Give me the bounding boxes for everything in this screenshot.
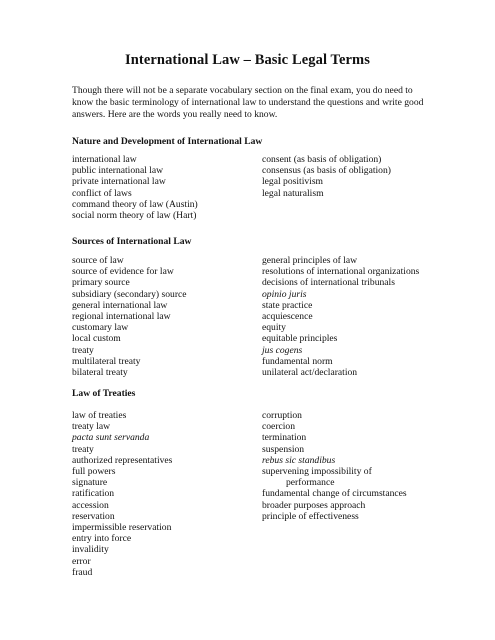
term-item: primary source: [72, 277, 130, 289]
term-item: impermissible reservation: [72, 522, 172, 534]
term-item: error: [72, 555, 91, 567]
term-item: general international law: [72, 299, 168, 311]
term-item: legal positivism: [262, 176, 324, 188]
term-item: invalidity: [72, 544, 109, 556]
section-nature-right-terms: [262, 154, 442, 199]
term-item: ratification: [72, 488, 115, 500]
term-item: entry into force: [72, 533, 132, 545]
term-item: resolutions of international organizations: [262, 266, 420, 278]
term-item: treaty law: [72, 421, 111, 433]
section-nature-left-terms: [72, 154, 252, 221]
term-item: legal naturalism: [262, 187, 324, 199]
term-item: regional international law: [72, 311, 171, 323]
section-heading-sources: Sources of International Law: [72, 236, 192, 247]
term-item: termination: [262, 432, 307, 444]
section-sources-right-terms: [262, 255, 442, 378]
term-item: broader purposes approach: [262, 499, 366, 511]
term-item: decisions of international tribunals: [262, 277, 395, 289]
term-item: consent (as basis of obligation): [262, 154, 382, 165]
term-item: rebus sic standibus: [262, 454, 336, 466]
term-item: general principles of law: [262, 255, 358, 266]
term-item: authorized representatives: [72, 454, 173, 466]
term-item: source of law: [72, 255, 124, 266]
term-item: local custom: [72, 333, 121, 345]
term-item: coercion: [262, 421, 296, 433]
term-item: bilateral treaty: [72, 367, 128, 379]
term-item: social norm theory of law (Hart): [72, 210, 197, 222]
term-item: private international law: [72, 176, 166, 188]
section-treaties-left-terms: [72, 410, 252, 578]
term-item: acquiescence: [262, 311, 313, 323]
term-item: subsidiary (secondary) source: [72, 288, 187, 300]
term-item: opinio juris: [262, 288, 307, 300]
term-item: accession: [72, 499, 109, 511]
term-item: command theory of law (Austin): [72, 198, 198, 210]
term-item: signature: [72, 477, 108, 489]
term-item: principle of effectiveness: [262, 510, 359, 522]
section-sources-left-terms: [72, 255, 252, 378]
page-title: International Law – Basic Legal Terms: [125, 52, 370, 68]
term-item: reservation: [72, 510, 115, 522]
term-item: equity: [262, 322, 286, 334]
term-item: customary law: [72, 322, 129, 334]
term-item: fundamental change of circumstances: [262, 488, 407, 500]
term-item: supervening impossibility of: [262, 466, 372, 478]
term-item: performance: [286, 477, 335, 489]
term-item: pacta sunt servanda: [72, 432, 150, 444]
term-item: equitable principles: [262, 333, 338, 345]
section-heading-treaties: Law of Treaties: [72, 388, 136, 399]
term-item: law of treaties: [72, 410, 127, 421]
intro-paragraph: Though there will not be a separate vocabulary section on the final exam, you do need to know the basic terminology of international law to understand the questions and write good answers. Here are the words you really need to know.: [72, 85, 424, 121]
term-item: treaty: [72, 344, 94, 356]
term-item: jus cogens: [262, 344, 303, 356]
term-item: public international law: [72, 165, 164, 177]
term-item: source of evidence for law: [72, 266, 174, 278]
term-item: multilateral treaty: [72, 355, 141, 367]
term-item: full powers: [72, 466, 116, 478]
section-heading-nature: Nature and Development of International Law: [72, 136, 263, 147]
section-treaties-right-terms: [262, 410, 442, 522]
term-item: unilateral act/declaration: [262, 367, 358, 379]
term-item: treaty: [72, 443, 94, 455]
term-item: international law: [72, 154, 137, 165]
term-item: state practice: [262, 299, 313, 311]
term-item: corruption: [262, 410, 302, 421]
term-item: fraud: [72, 566, 93, 578]
term-item: fundamental norm: [262, 355, 333, 367]
term-item: suspension: [262, 443, 305, 455]
term-item: conflict of laws: [72, 187, 132, 199]
term-item: consensus (as basis of obligation): [262, 165, 391, 177]
